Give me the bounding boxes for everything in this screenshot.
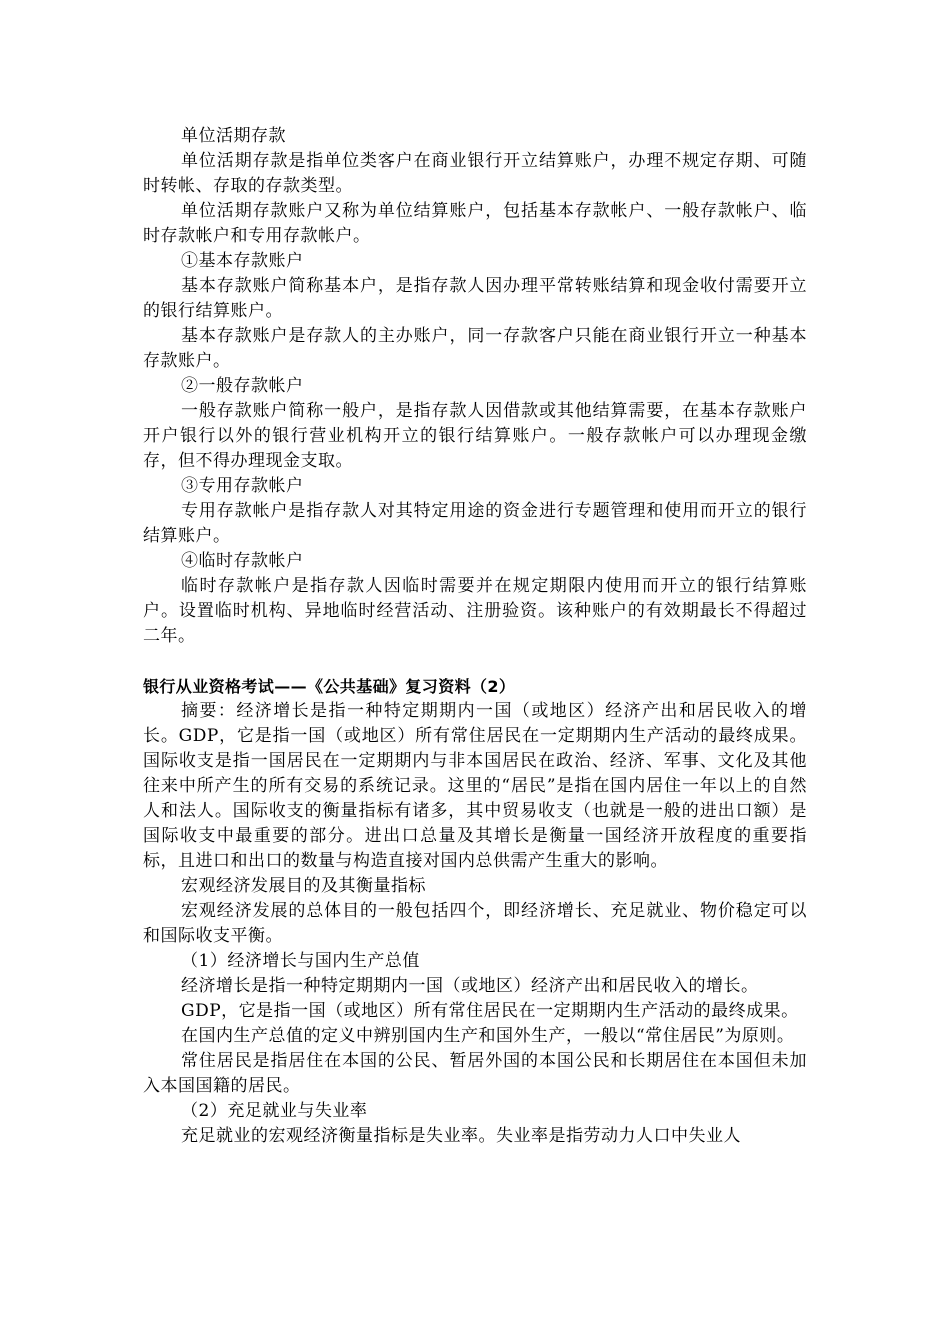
paragraph: 基本存款账户简称基本户，是指存款人因办理平常转账结算和现金收付需要开立的银行结算账户。 — [143, 276, 807, 321]
paragraph: 基本存款账户是存款人的主办账户，同一存款客户只能在商业银行开立一种基本存款账户。 — [143, 326, 807, 371]
list-heading-full-employment: （2）充足就业与失业率 — [181, 1101, 368, 1121]
paragraph: 常住居民是指居住在本国的公民、暂居外国的本国公民和长期居住在本国但未加入本国国籍的居民。 — [143, 1051, 807, 1096]
list-heading-temporary-account: ④临时存款帐户 — [181, 551, 304, 571]
paragraph: 临时存款帐户是指存款人因临时需要并在规定期限内使用而开立的银行结算账户。设置临时机构、异地临时经营活动、注册验资。该种账户的有效期最长不得超过二年。 — [143, 576, 807, 646]
section-heading: 银行从业资格考试——《公共基础》复习资料（2） — [143, 677, 516, 696]
paragraph: 在国内生产总值的定义中辨别国内生产和国外生产，一般以“常住居民”为原则。 — [181, 1026, 795, 1046]
paragraph: GDP，它是指一国（或地区）所有常住居民在一定期期内生产活动的最终成果。 — [181, 1001, 799, 1021]
subheading-unit-demand-deposit: 单位活期存款 — [181, 126, 286, 146]
paragraph: 单位活期存款是指单位类客户在商业银行开立结算账户，办理不规定存期、可随时转帐、存取的存款类型。 — [143, 151, 807, 196]
document-page — [143, 124, 807, 1149]
paragraph: 一般存款账户简称一般户，是指存款人因借款或其他结算需要，在基本存款账户开户银行以外的银行营业机构开立的银行结算账户。一般存款帐户可以办理现金缴存，但不得办理现金支取。 — [143, 401, 807, 471]
subheading-macro-goals: 宏观经济发展目的及其衡量指标 — [181, 876, 426, 896]
paragraph: 充足就业的宏观经济衡量指标是失业率。失业率是指劳动力人口中失业人 — [181, 1126, 741, 1146]
list-heading-basic-account: ①基本存款账户 — [181, 251, 304, 271]
list-heading-general-account: ②一般存款帐户 — [181, 376, 304, 396]
paragraph: 单位活期存款账户又称为单位结算账户，包括基本存款帐户、一般存款帐户、临时存款帐户和专用存款帐户。 — [143, 201, 807, 246]
list-heading-special-account: ③专用存款帐户 — [181, 476, 304, 496]
paragraph: 宏观经济发展的总体目的一般包括四个，即经济增长、充足就业、物价稳定可以和国际收支平衡。 — [143, 901, 807, 946]
abstract-paragraph: 摘要：经济增长是指一种特定期期内一国（或地区）经济产出和居民收入的增长。GDP，它是指一国（或地区）所有常住居民在一定期期内生产活动的最终成果。国际收支是指一国居民在一定期期内与非本国居民在政治、经济、军事、文化及其他往来中所产生的所有交易的系统记录。这里的“居民”是指在国内居住一年以上的自然人和法人。国际收支的衡量指标有诸多，其中贸易收支（也就是一般的进出口额）是国际收支中最重要的部分。进出口总量及其增长是衡量一国经济开放程度的重要指标，且进口和出口的数量与构造直接对国内总供需产生重大的影响。 — [143, 701, 807, 871]
section-spacer — [143, 649, 807, 674]
paragraph: 经济增长是指一种特定期期内一国（或地区）经济产出和居民收入的增长。 — [181, 976, 759, 996]
paragraph: 专用存款帐户是指存款人对其特定用途的资金进行专题管理和使用而开立的银行结算账户。 — [143, 501, 807, 546]
list-heading-economic-growth: （1）经济增长与国内生产总值 — [181, 951, 420, 971]
